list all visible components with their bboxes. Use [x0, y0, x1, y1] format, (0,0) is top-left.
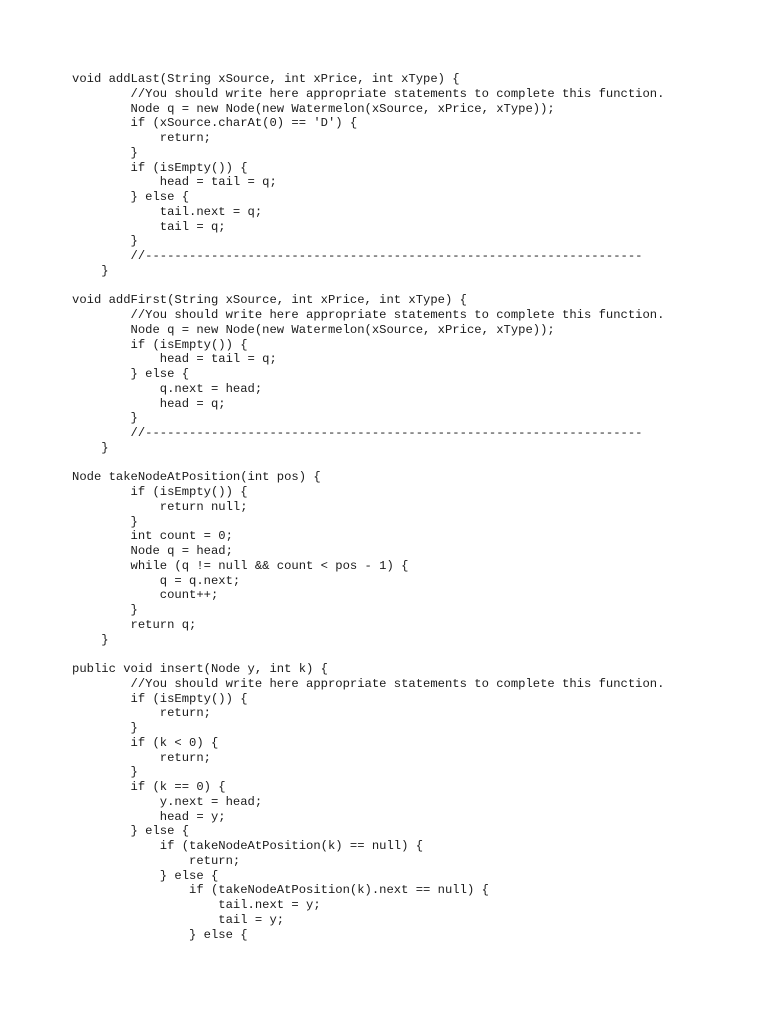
code-line: return;	[72, 853, 241, 868]
code-line: head = tail = q;	[72, 175, 277, 190]
code-line: tail = y;	[72, 912, 285, 927]
code-line: }	[72, 632, 109, 647]
code-line: q.next = head;	[72, 381, 263, 396]
code-line: //--------------------------------------------------------------------	[72, 249, 643, 263]
code-line: } else {	[72, 367, 190, 381]
code-line: y.next = head;	[72, 794, 263, 809]
code-line: if (isEmpty()) {	[72, 337, 248, 352]
code-line: tail = q;	[72, 219, 226, 234]
code-line: } else {	[72, 927, 248, 942]
code-line: if (xSource.charAt(0) == 'D') {	[72, 116, 358, 131]
code-line: }	[72, 234, 138, 249]
code-line: if (k < 0) {	[72, 735, 219, 750]
code-line: count++;	[72, 588, 219, 603]
code-line: tail.next = y;	[72, 898, 321, 912]
code-line	[72, 279, 664, 294]
code-line: Node q = new Node(new Watermelon(xSource, xPrice, xType));	[72, 101, 555, 116]
code-line: if (takeNodeAtPosition(k) == null) {	[72, 839, 424, 853]
code-line: return;	[72, 131, 211, 145]
code-line: } else {	[72, 868, 219, 883]
code-line: }	[72, 411, 138, 426]
code-line: //You should write here appropriate statements to complete this function.	[72, 86, 665, 101]
code-line: return null;	[72, 499, 248, 514]
code-line: head = y;	[72, 809, 226, 824]
code-line: }	[72, 263, 109, 278]
code-line: return q;	[72, 617, 197, 632]
code-line: void addFirst(String xSource, int xPrice, int xType) {	[72, 293, 467, 308]
code-line: head = q;	[72, 396, 226, 411]
code-line	[72, 647, 664, 662]
code-line: }	[72, 721, 138, 735]
code-line: q = q.next;	[72, 573, 241, 588]
code-line: while (q != null && count < pos - 1) {	[72, 558, 409, 573]
code-line: }	[72, 514, 138, 529]
code-line: void addLast(String xSource, int xPrice, int xType) {	[72, 72, 460, 86]
code-line: }	[72, 765, 138, 780]
code-line: return;	[72, 750, 211, 765]
code-line: }	[72, 145, 138, 160]
code-line: tail.next = q;	[72, 204, 263, 219]
code-line: //You should write here appropriate statements to complete this function.	[72, 676, 665, 691]
code-line: } else {	[72, 824, 190, 839]
code-line: if (isEmpty()) {	[72, 691, 248, 706]
code-line: if (takeNodeAtPosition(k).next == null) {	[72, 883, 489, 898]
code-line: head = tail = q;	[72, 352, 277, 367]
code-line: //--------------------------------------------------------------------	[72, 426, 643, 440]
code-line: if (isEmpty()) {	[72, 160, 248, 175]
code-line: //You should write here appropriate statements to complete this function.	[72, 308, 665, 322]
code-line: if (k == 0) {	[72, 780, 226, 794]
code-line: Node takeNodeAtPosition(int pos) {	[72, 470, 321, 485]
code-line: public void insert(Node y, int k) {	[72, 662, 328, 676]
code-line	[72, 456, 664, 471]
code-line: }	[72, 440, 109, 455]
code-listing	[72, 72, 664, 942]
code-line: Node q = new Node(new Watermelon(xSource, xPrice, xType));	[72, 322, 555, 337]
code-line: int count = 0;	[72, 529, 233, 544]
code-line: return;	[72, 706, 211, 721]
code-line: if (isEmpty()) {	[72, 485, 248, 499]
code-line: } else {	[72, 190, 190, 204]
code-line: }	[72, 603, 138, 617]
code-line: Node q = head;	[72, 544, 233, 558]
